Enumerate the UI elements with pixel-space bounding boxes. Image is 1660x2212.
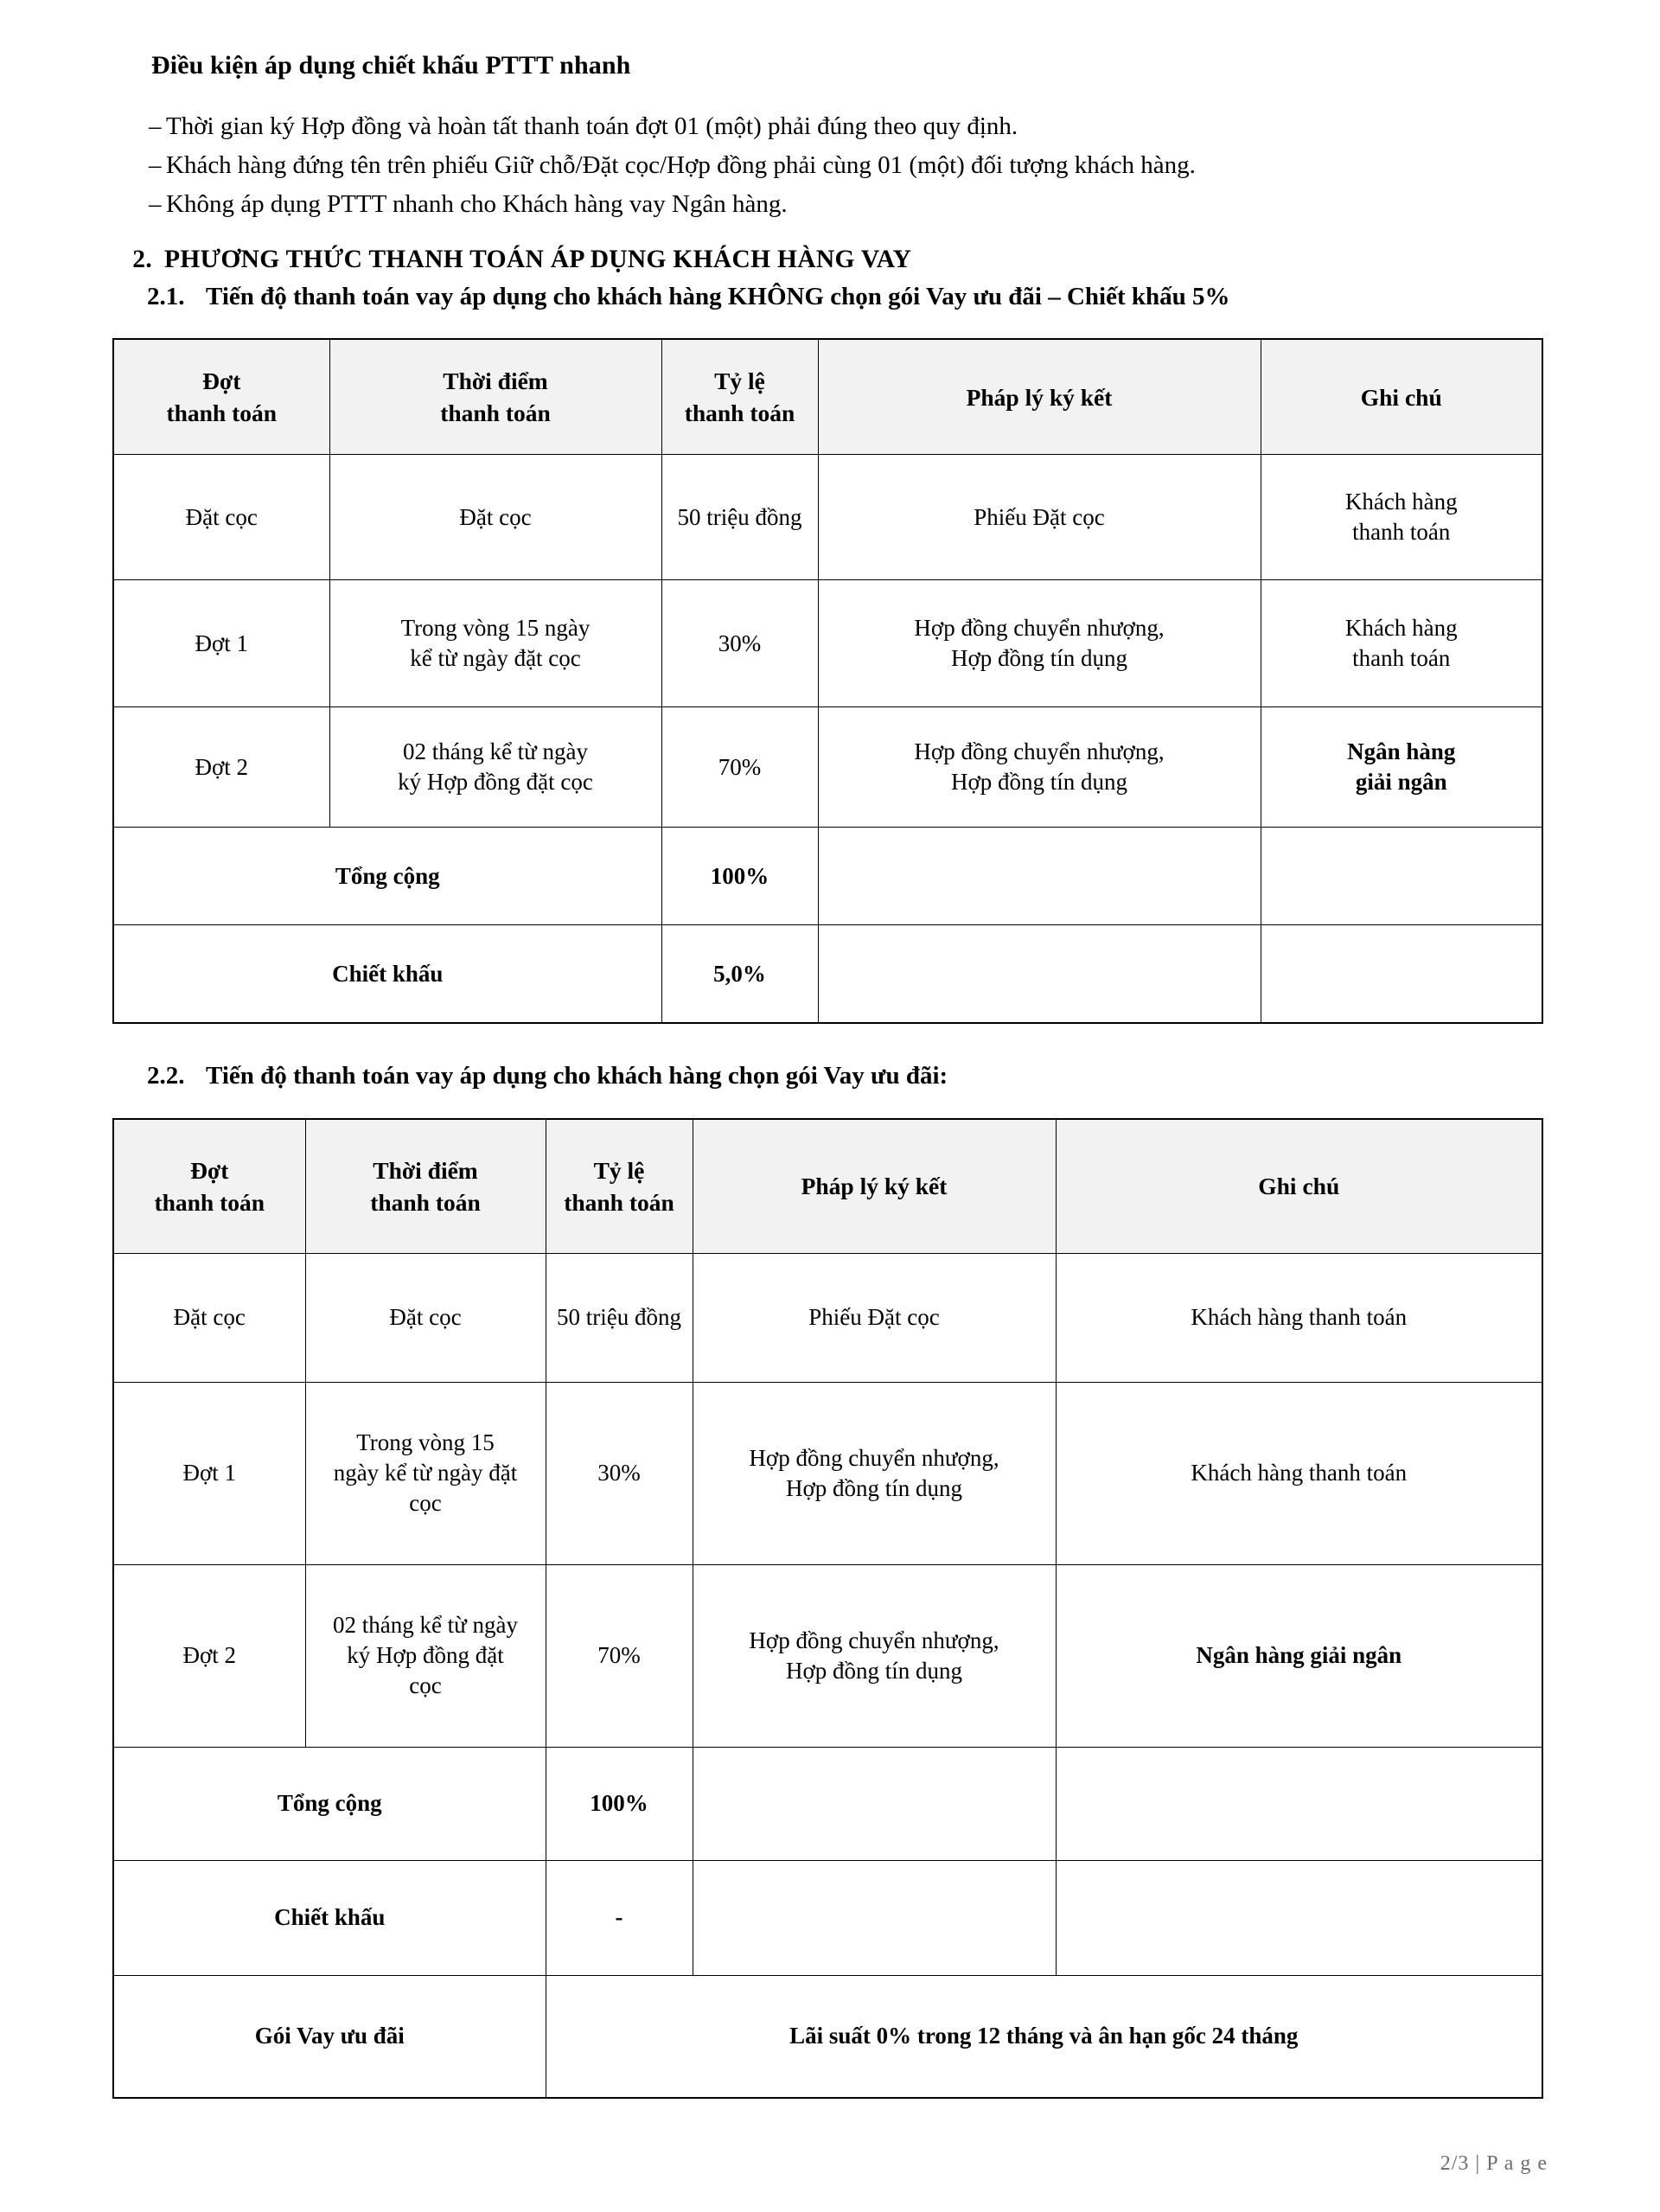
cell-line-1: Khách hàng — [1344, 489, 1458, 515]
cell-phap-ly — [818, 580, 1261, 707]
bullet-dash-icon: – — [149, 151, 162, 180]
column-header-ty-le — [661, 339, 818, 455]
cell-dot: Đặt cọc — [113, 455, 329, 580]
cell-ghi-chu — [1261, 707, 1542, 828]
column-header-line-2: thanh toán — [440, 400, 551, 427]
cell-ghi-chu: Khách hàng thanh toán — [1056, 1253, 1542, 1382]
cell-line-2: giải ngân — [1355, 769, 1447, 796]
payment-schedule-table-1-wrapper — [112, 338, 1548, 1024]
page-footer: 2/3 | P a g e — [1440, 2152, 1548, 2175]
bullet-dash-icon: – — [149, 190, 162, 219]
conditions-title: Điều kiện áp dụng chiết khấu PTTT nhanh — [151, 51, 631, 80]
cell-thoi-diem — [329, 580, 661, 707]
cell-line-2: Hợp đồng tín dụng — [950, 769, 1128, 796]
cell-ghi-chu: Ngân hàng giải ngân — [1056, 1564, 1542, 1747]
table-row — [113, 1564, 1542, 1747]
cell-empty — [693, 1747, 1056, 1860]
cell-thoi-diem — [305, 1382, 546, 1564]
cell-line-1: Hợp đồng chuyển nhượng, — [749, 1627, 999, 1653]
cell-ghi-chu — [1261, 455, 1542, 580]
column-header-line-2: thanh toán — [166, 400, 278, 427]
section-2-1-title: Tiến độ thanh toán vay áp dụng cho khách hàng KHÔNG chọn gói Vay ưu đãi – Chiết khấu 5% — [206, 282, 1230, 310]
column-header-line-1: Tỷ lệ — [593, 1156, 645, 1184]
cell-phap-ly — [818, 707, 1261, 828]
section-2-1-number: 2.1. — [147, 282, 185, 310]
cell-dot: Đặt cọc — [113, 1253, 305, 1382]
cell-discount-value: - — [546, 1860, 693, 1975]
cell-ty-le: 50 triệu đồng — [661, 455, 818, 580]
cell-line-1: Hợp đồng chuyển nhượng, — [914, 615, 1165, 642]
payment-schedule-table-2-wrapper — [112, 1118, 1548, 2099]
list-item-text: Không áp dụng PTTT nhanh cho Khách hàng vay Ngân hàng. — [166, 190, 788, 219]
cell-empty — [1056, 1860, 1542, 1975]
cell-phap-ly — [693, 1564, 1056, 1747]
table-row — [113, 455, 1542, 580]
cell-empty — [1261, 925, 1542, 1024]
bullet-dash-icon: – — [149, 112, 162, 140]
list-item — [112, 187, 1548, 222]
table-row-total — [113, 1747, 1542, 1860]
column-header-line-1: Đợt — [190, 1156, 229, 1184]
list-item-text: Khách hàng đứng tên trên phiếu Giữ chỗ/Đặt cọc/Hợp đồng phải cùng 01 (một) đối tượng khách hàng. — [166, 151, 1196, 180]
cell-ty-le: 70% — [546, 1564, 693, 1747]
payment-schedule-table-1 — [112, 338, 1543, 1024]
section-2-heading — [112, 246, 1548, 274]
cell-line-2: ký Hợp đồng đặt cọc — [398, 769, 593, 796]
cell-line-1: Ngân hàng — [1347, 738, 1456, 765]
column-header-dot — [113, 339, 329, 455]
column-header-line-2: thanh toán — [684, 400, 795, 427]
cell-dot: Đợt 2 — [113, 1564, 305, 1747]
cell-empty — [818, 925, 1261, 1024]
cell-total-value: 100% — [546, 1747, 693, 1860]
cell-total-value: 100% — [661, 828, 818, 925]
column-header-line-1: Tỷ lệ — [714, 367, 765, 394]
payment-schedule-table-2 — [112, 1118, 1543, 2099]
cell-empty — [1056, 1747, 1542, 1860]
column-header-phap-ly: Pháp lý ký kết — [818, 339, 1261, 455]
table-row — [113, 580, 1542, 707]
cell-thoi-diem: Đặt cọc — [329, 455, 661, 580]
cell-line-2: ngày kể từ ngày đặt — [333, 1460, 518, 1486]
cell-line-2: Hợp đồng tín dụng — [785, 1474, 963, 1501]
cell-thoi-diem — [329, 707, 661, 828]
cell-dot: Đợt 1 — [113, 1382, 305, 1564]
cell-line-2: kể từ ngày đặt cọc — [410, 645, 581, 672]
cell-dot: Đợt 2 — [113, 707, 329, 828]
cell-empty — [1261, 828, 1542, 925]
cell-line-1: 02 tháng kể từ ngày — [332, 1612, 519, 1639]
cell-dot: Đợt 1 — [113, 580, 329, 707]
cell-line-2: thanh toán — [1352, 519, 1451, 546]
cell-ty-le: 50 triệu đồng — [546, 1253, 693, 1382]
cell-line-2: thanh toán — [1352, 645, 1451, 672]
table-row-loan-package — [113, 1975, 1542, 2098]
cell-loan-package-value: Lãi suất 0% trong 12 tháng và ân hạn gốc 24 tháng — [546, 1975, 1542, 2098]
cell-line-1: Trong vòng 15 — [356, 1429, 495, 1456]
cell-thoi-diem: Đặt cọc — [305, 1253, 546, 1382]
cell-phap-ly: Phiếu Đặt cọc — [693, 1253, 1056, 1382]
column-header-line-1: Thời điểm — [373, 1156, 478, 1184]
cell-line-1: Hợp đồng chuyển nhượng, — [749, 1444, 999, 1471]
section-2-title: PHƯƠNG THỨC THANH TOÁN ÁP DỤNG KHÁCH HÀNG VAY — [164, 245, 912, 273]
column-header-ghi-chu: Ghi chú — [1261, 339, 1542, 455]
cell-ghi-chu: Khách hàng thanh toán — [1056, 1382, 1542, 1564]
section-2-2-number: 2.2. — [147, 1062, 185, 1090]
list-item-text: Thời gian ký Hợp đồng và hoàn tất thanh toán đợt 01 (một) phải đúng theo quy định. — [166, 112, 1018, 140]
table-row — [113, 1253, 1542, 1382]
list-item — [112, 148, 1548, 183]
cell-ty-le: 30% — [546, 1382, 693, 1564]
cell-total-label: Tổng cộng — [113, 1747, 546, 1860]
cell-line-3: cọc — [409, 1490, 442, 1517]
cell-empty — [693, 1860, 1056, 1975]
cell-line-3: cọc — [409, 1672, 442, 1699]
section-2-1-heading — [112, 279, 1548, 315]
column-header-ghi-chu: Ghi chú — [1056, 1119, 1542, 1254]
column-header-line-1: Thời điểm — [443, 367, 548, 394]
cell-discount-value: 5,0% — [661, 925, 818, 1024]
cell-line-2: Hợp đồng tín dụng — [950, 645, 1128, 672]
column-header-line-2: thanh toán — [370, 1188, 481, 1216]
column-header-dot — [113, 1119, 305, 1254]
table-row — [113, 1382, 1542, 1564]
cell-line-2: Hợp đồng tín dụng — [785, 1657, 963, 1684]
cell-thoi-diem — [305, 1564, 546, 1747]
cell-line-1: Hợp đồng chuyển nhượng, — [914, 738, 1165, 765]
list-item — [112, 109, 1548, 144]
cell-line-1: Khách hàng — [1344, 615, 1458, 642]
cell-line-1: 02 tháng kể từ ngày — [402, 738, 589, 765]
cell-discount-label: Chiết khấu — [113, 925, 661, 1024]
cell-discount-label: Chiết khấu — [113, 1860, 546, 1975]
cell-ghi-chu — [1261, 580, 1542, 707]
section-2-number: 2. — [132, 245, 152, 273]
cell-loan-package-label: Gói Vay ưu đãi — [113, 1975, 546, 2098]
column-header-ty-le — [546, 1119, 693, 1254]
cell-line-2: ký Hợp đồng đặt — [347, 1642, 504, 1669]
column-header-thoi-diem — [329, 339, 661, 455]
table-row-discount — [113, 1860, 1542, 1975]
table-header-row — [113, 1119, 1542, 1254]
section-2-2-heading — [112, 1058, 1548, 1094]
cell-phap-ly: Phiếu Đặt cọc — [818, 455, 1261, 580]
cell-ty-le: 70% — [661, 707, 818, 828]
column-header-line-2: thanh toán — [564, 1188, 674, 1216]
table-row — [113, 707, 1542, 828]
table-header-row — [113, 339, 1542, 455]
cell-ty-le: 30% — [661, 580, 818, 707]
conditions-list — [112, 109, 1548, 223]
column-header-line-1: Đợt — [202, 367, 241, 394]
section-2-2-title: Tiến độ thanh toán vay áp dụng cho khách hàng chọn gói Vay ưu đãi: — [206, 1062, 948, 1090]
table-row-discount — [113, 925, 1542, 1024]
cell-phap-ly — [693, 1382, 1056, 1564]
column-header-thoi-diem — [305, 1119, 546, 1254]
table-row-total — [113, 828, 1542, 925]
cell-total-label: Tổng cộng — [113, 828, 661, 925]
cell-line-1: Trong vòng 15 ngày — [400, 615, 591, 642]
column-header-phap-ly: Pháp lý ký kết — [693, 1119, 1056, 1254]
cell-empty — [818, 828, 1261, 925]
column-header-line-2: thanh toán — [154, 1188, 265, 1216]
